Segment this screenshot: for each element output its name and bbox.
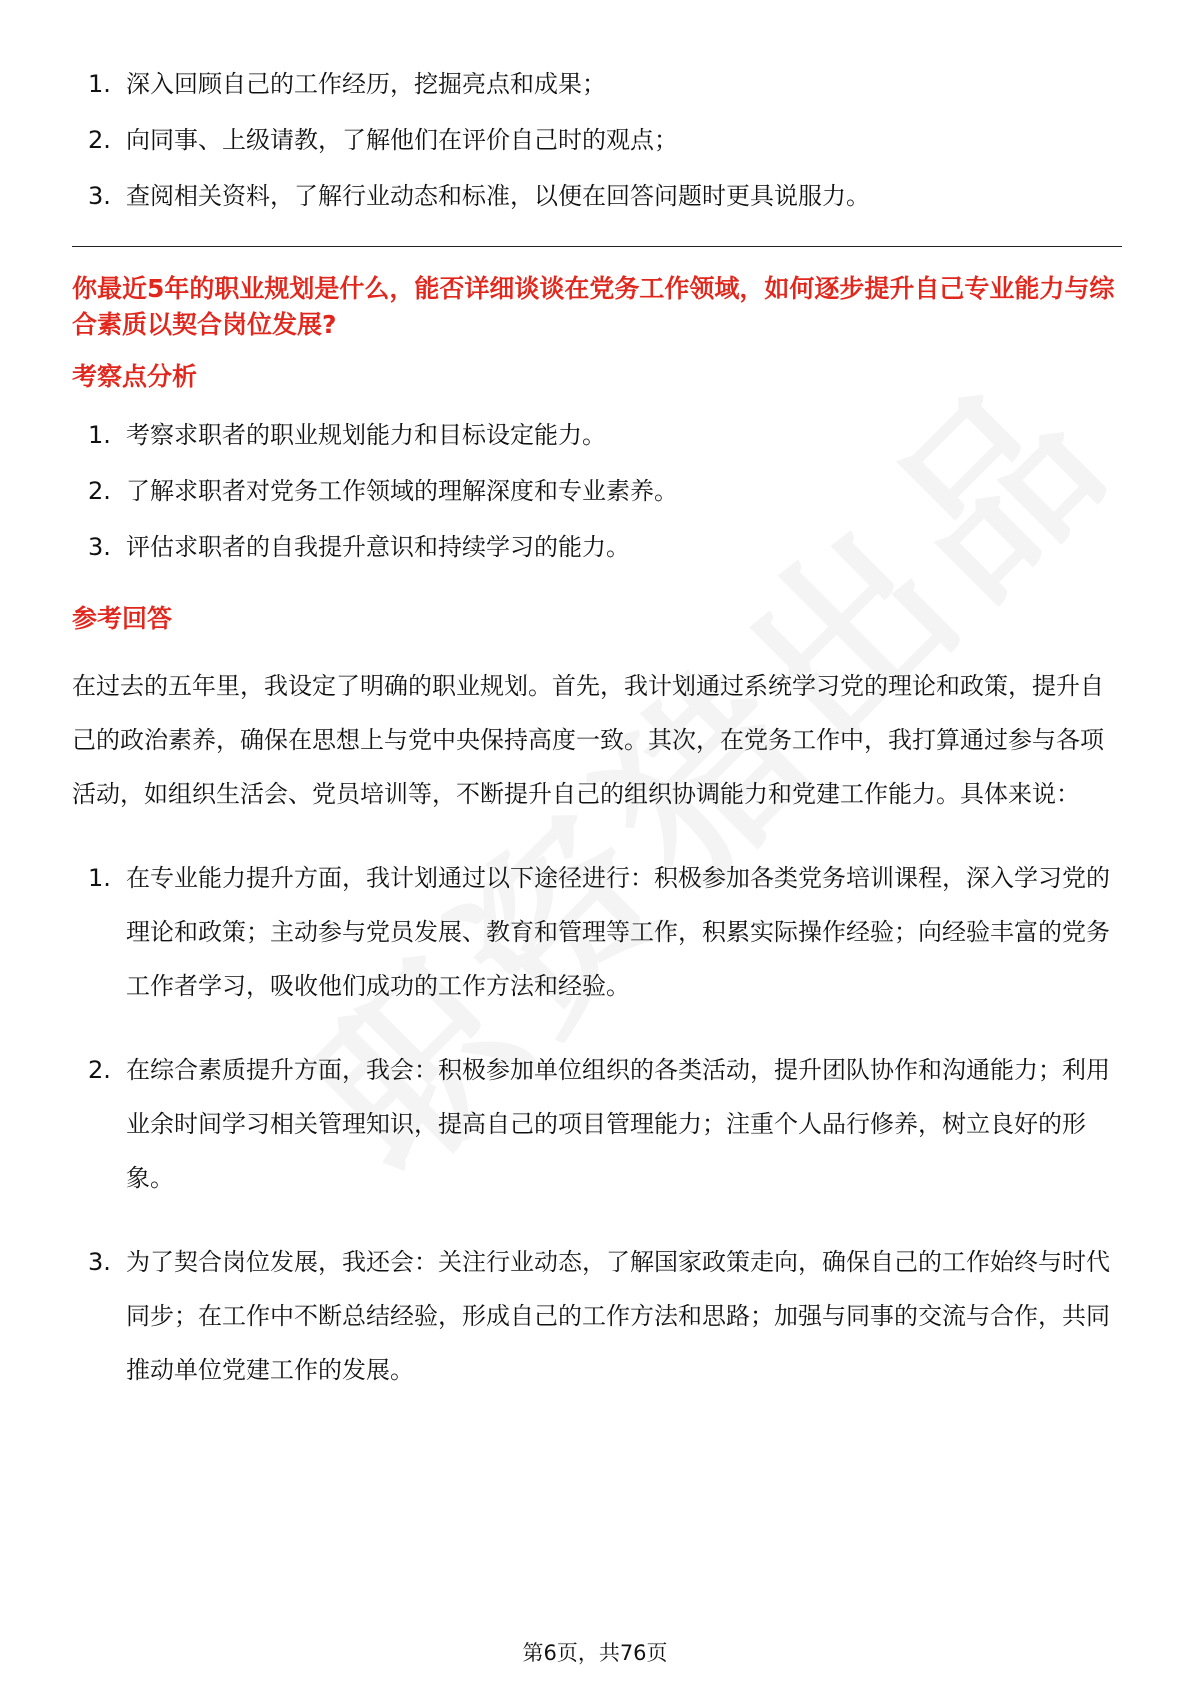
answer-paragraph: 在过去的五年里，我设定了明确的职业规划。首先，我计划通过系统学习党的理论和政策，提升自己的政治素养，确保在思想上与党中央保持高度一致。其次，在党务工作中，我打算通过参与各项活动，如组织生活会、党员培训等，不断提升自己的组织协调能力和党建工作能力。具体来说：: [72, 672, 1104, 808]
answer-list: [72, 851, 1122, 1397]
answer-title: 参考回答: [72, 604, 173, 633]
divider: [72, 246, 1122, 247]
list-item: [72, 417, 1122, 453]
list-number: 3.: [88, 533, 111, 561]
list-text: 了解求职者对党务工作领域的理解深度和专业素养。: [126, 477, 678, 505]
page-footer: 第6页，共76页: [522, 1641, 668, 1665]
list-item: [72, 122, 1122, 158]
list-number: 3.: [88, 1248, 111, 1276]
page-content: [72, 66, 1122, 1427]
list-text: 向同事、上级请教，了解他们在评价自己时的观点；: [126, 126, 678, 154]
intro-list: [72, 66, 1122, 214]
list-item: [72, 529, 1122, 565]
list-text: 为了契合岗位发展，我还会：关注行业动态，了解国家政策走向，确保自己的工作始终与时代同步；在工作中不断总结经验，形成自己的工作方法和思路；加强与同事的交流与合作，共同推动单位党建工作的发展。: [126, 1248, 1110, 1384]
list-item: [72, 473, 1122, 509]
list-item: [72, 178, 1122, 214]
list-item: [72, 1043, 1122, 1205]
list-text: 在专业能力提升方面，我计划通过以下途径进行：积极参加各类党务培训课程，深入学习党的理论和政策；主动参与党员发展、教育和管理等工作，积累实际操作经验；向经验丰富的党务工作者学习，吸收他们成功的工作方法和经验。: [126, 864, 1110, 1000]
question-heading: 你最近5年的职业规划是什么，能否详细谈谈在党务工作领域，如何逐步提升自己专业能力与综合素质以契合岗位发展?: [72, 274, 1115, 339]
list-item: [72, 66, 1122, 102]
list-number: 3.: [88, 182, 111, 210]
list-text: 考察求职者的职业规划能力和目标设定能力。: [126, 421, 606, 449]
list-number: 2.: [88, 477, 111, 505]
list-number: 2.: [88, 126, 111, 154]
list-number: 2.: [88, 1056, 111, 1084]
analysis-title: 考察点分析: [72, 362, 198, 391]
list-text: 查阅相关资料，了解行业动态和标准，以便在回答问题时更具说服力。: [126, 182, 870, 210]
list-text: 评估求职者的自我提升意识和持续学习的能力。: [126, 533, 630, 561]
list-item: [72, 851, 1122, 1013]
list-number: 1.: [88, 864, 111, 892]
analysis-list: [72, 417, 1122, 565]
list-text: 深入回顾自己的工作经历，挖掘亮点和成果；: [126, 70, 606, 98]
list-text: 在综合素质提升方面，我会：积极参加单位组织的各类活动，提升团队协作和沟通能力；利用业余时间学习相关管理知识，提高自己的项目管理能力；注重个人品行修养，树立良好的形象。: [126, 1056, 1110, 1192]
list-item: [72, 1235, 1122, 1397]
list-number: 1.: [88, 421, 111, 449]
list-number: 1.: [88, 70, 111, 98]
